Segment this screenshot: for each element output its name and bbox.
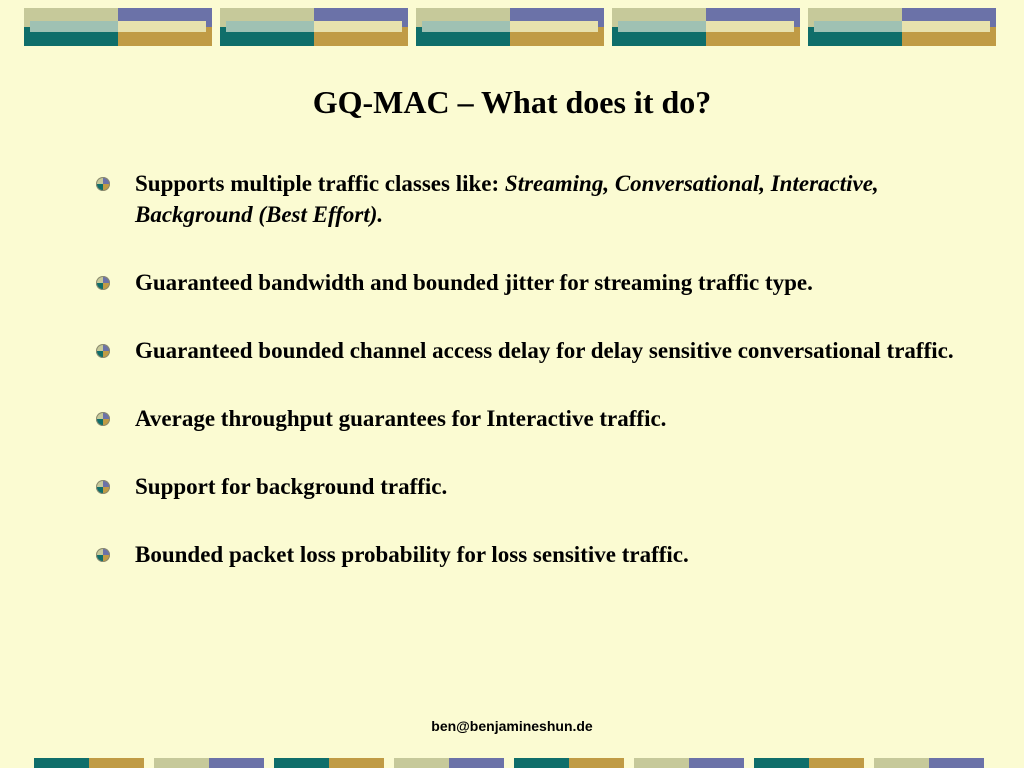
bullet-text: Guaranteed bounded channel access delay for delay sensitive conversational traffic. (135, 338, 954, 363)
decor-strip (634, 758, 744, 768)
bullet-icon (96, 412, 110, 426)
decor-tile (416, 8, 604, 46)
decor-strip (154, 758, 264, 768)
bullet-item (96, 471, 976, 502)
bullet-item (96, 403, 976, 434)
bullet-text: Supports multiple traffic classes like: (135, 171, 505, 196)
bullet-item (96, 168, 976, 230)
bottom-decorative-band (0, 758, 1024, 768)
bullet-icon (96, 548, 110, 562)
decor-strip (34, 758, 144, 768)
decor-tile (220, 8, 408, 46)
bullet-text: Guaranteed bandwidth and bounded jitter for streaming traffic type. (135, 270, 813, 295)
decor-tile (808, 8, 996, 46)
bullet-item (96, 267, 976, 298)
bullet-item (96, 539, 976, 570)
bullet-text: Average throughput guarantees for Interactive traffic. (135, 406, 667, 431)
bullet-icon (96, 276, 110, 290)
decor-strip (394, 758, 504, 768)
decor-tile (24, 8, 212, 46)
slide-title: GQ-MAC – What does it do? (312, 84, 712, 120)
bullet-icon (96, 344, 110, 358)
decor-tile (612, 8, 800, 46)
decor-strip (754, 758, 864, 768)
decor-strip (274, 758, 384, 768)
bullet-icon (96, 480, 110, 494)
top-decorative-band (0, 0, 1024, 50)
bullet-list (96, 168, 976, 607)
bullet-text: Bounded packet loss probability for loss sensitive traffic. (135, 542, 689, 567)
footer-email: ben@benjamineshun.de (431, 718, 593, 734)
bullet-text: Support for background traffic. (135, 474, 448, 499)
bullet-item (96, 335, 976, 366)
bullet-icon (96, 177, 110, 191)
decor-strip (514, 758, 624, 768)
bullet-italic-text: Streaming, Conversational, Interactive, Background (Best Effort). (135, 171, 879, 227)
decor-strip (874, 758, 984, 768)
